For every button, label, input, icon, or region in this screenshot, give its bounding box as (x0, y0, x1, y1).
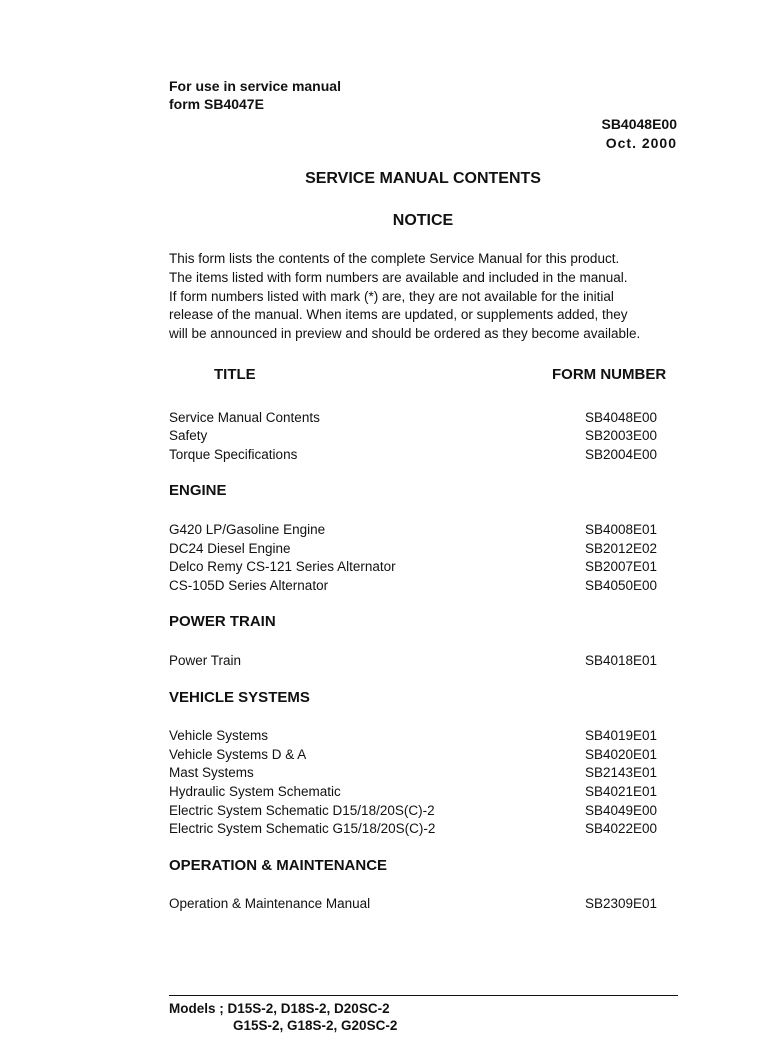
item-form-number: SB4019E01 (585, 728, 658, 743)
notice-line: release of the manual. When items are updated, or supplements added, they (169, 307, 628, 323)
list-item (169, 745, 660, 764)
item-form-number: SB4008E01 (585, 522, 658, 537)
list-item (169, 557, 660, 576)
item-form-number: SB2309E01 (585, 896, 658, 911)
item-title: Mast Systems (169, 765, 254, 780)
list-item (169, 726, 660, 745)
notice-heading: NOTICE (392, 212, 454, 229)
item-form-number: SB4049E00 (585, 803, 658, 818)
header-reference (169, 77, 341, 113)
section-heading-operation-maintenance: OPERATION & MAINTENANCE (169, 857, 388, 874)
item-title: Delco Remy CS-121 Series Alternator (169, 559, 396, 574)
item-form-number: SB4021E01 (585, 784, 658, 799)
footer-models (169, 1000, 397, 1034)
list-item (169, 651, 660, 670)
notice-line: If form numbers listed with mark (*) are, they are not available for the initial (169, 288, 614, 304)
list-item (169, 819, 660, 838)
list-item (169, 576, 660, 595)
column-header-title: TITLE (214, 366, 256, 383)
list-item (169, 801, 660, 820)
section-heading-power-train: POWER TRAIN (169, 613, 276, 630)
item-title: Safety (169, 428, 208, 443)
item-title: Hydraulic System Schematic (169, 784, 341, 799)
list-item (169, 426, 660, 445)
item-title: DC24 Diesel Engine (169, 541, 291, 556)
item-title: CS-105D Series Alternator (169, 578, 329, 593)
models-line2: G15S-2, G18S-2, G20SC-2 (233, 1018, 398, 1033)
item-title: Torque Specifications (169, 447, 298, 462)
section-heading-engine: ENGINE (169, 482, 227, 499)
item-form-number: SB2012E02 (585, 541, 658, 556)
item-title: Power Train (169, 653, 242, 668)
item-form-number: SB4020E01 (585, 747, 658, 762)
item-form-number: SB2003E00 (585, 428, 658, 443)
item-form-number: SB4018E01 (585, 653, 658, 668)
list-item (169, 520, 660, 539)
item-title: Vehicle Systems (169, 728, 269, 743)
item-title: G420 LP/Gasoline Engine (169, 522, 326, 537)
header-reference-line2: form SB4047E (169, 96, 264, 112)
item-form-number: SB4022E00 (585, 821, 658, 836)
notice-line: This form lists the contents of the complete Service Manual for this product. (169, 251, 620, 266)
doc-number: SB4048E00 (601, 116, 677, 132)
list-item (169, 894, 660, 913)
column-header-form-number: FORM NUMBER (552, 366, 667, 383)
item-title: Operation & Maintenance Manual (169, 896, 371, 911)
item-form-number: SB2143E01 (585, 765, 658, 780)
doc-date: Oct. 2000 (605, 135, 677, 151)
doc-info (601, 115, 677, 153)
list-item (169, 445, 660, 464)
item-title: Electric System Schematic D15/18/20S(C)-2 (169, 803, 435, 818)
list-item (169, 763, 660, 782)
item-form-number: SB4050E00 (585, 578, 658, 593)
models-line1: Models ; D15S-2, D18S-2, D20SC-2 (169, 1001, 390, 1016)
list-item (169, 539, 660, 558)
notice-line: The items listed with form numbers are available and included in the manual. (169, 269, 628, 285)
notice-line: will be announced in preview and should be ordered as they become available. (169, 326, 641, 342)
list-item (169, 408, 660, 427)
section-heading-vehicle-systems: VEHICLE SYSTEMS (169, 689, 310, 706)
item-title: Vehicle Systems D & A (169, 747, 307, 762)
item-title: Electric System Schematic G15/18/20S(C)-2 (169, 821, 436, 836)
list-item (169, 782, 660, 801)
footer-divider (169, 995, 678, 996)
item-form-number: SB2004E00 (585, 447, 658, 462)
item-form-number: SB2007E01 (585, 559, 658, 574)
page-title: SERVICE MANUAL CONTENTS (305, 170, 541, 187)
item-title: Service Manual Contents (169, 410, 320, 425)
item-form-number: SB4048E00 (585, 410, 658, 425)
header-reference-line1: For use in service manual (169, 78, 341, 94)
notice-text (169, 250, 679, 344)
